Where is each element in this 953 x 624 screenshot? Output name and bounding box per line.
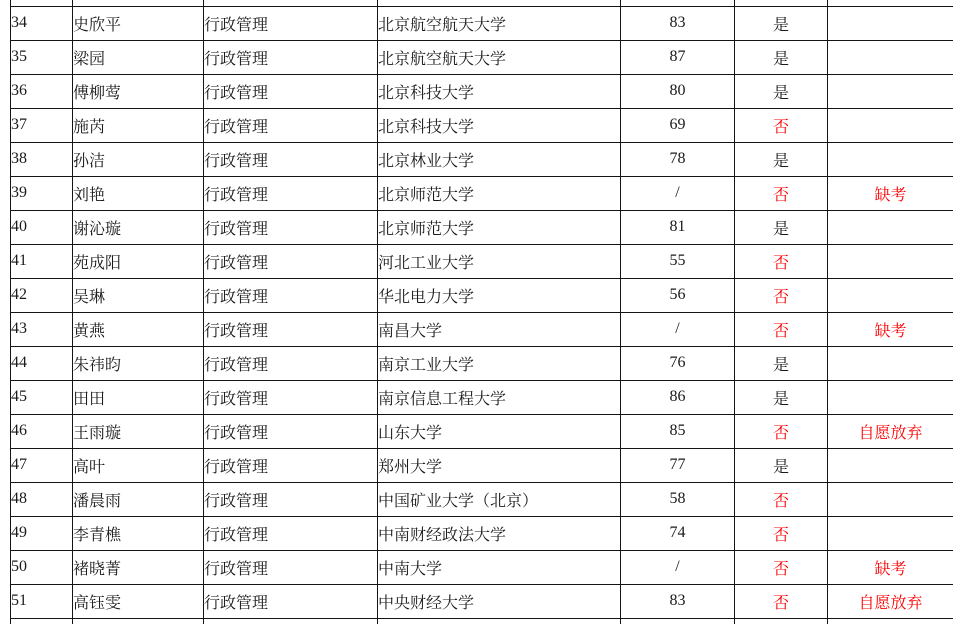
cell-name: 高钰雯 xyxy=(73,584,204,618)
cell-note xyxy=(828,210,953,244)
cell-no: 46 xyxy=(11,414,73,448)
cell-pass: 否 xyxy=(735,312,828,346)
cell-name: 史欣平 xyxy=(73,6,204,40)
table-row xyxy=(11,312,953,346)
cell-note: 自愿放弃 xyxy=(828,584,953,618)
table-row xyxy=(11,40,953,74)
cell-score: 77 xyxy=(621,448,735,482)
table-row xyxy=(11,516,953,550)
cell-university: 北京林业大学 xyxy=(378,142,621,176)
cell-no: 35 xyxy=(11,40,73,74)
cutoff-cell xyxy=(735,618,828,624)
cell-no: 39 xyxy=(11,176,73,210)
table-row xyxy=(11,6,953,40)
cell-pass: 否 xyxy=(735,108,828,142)
cell-name: 梁园 xyxy=(73,40,204,74)
cell-no: 48 xyxy=(11,482,73,516)
cell-score: 86 xyxy=(621,380,735,414)
cell-note xyxy=(828,108,953,142)
student-roster-table xyxy=(10,0,953,624)
cell-score: 55 xyxy=(621,244,735,278)
cell-name: 谢沁璇 xyxy=(73,210,204,244)
cell-name: 苑成阳 xyxy=(73,244,204,278)
cell-university: 中南财经政法大学 xyxy=(378,516,621,550)
cell-major: 行政管理 xyxy=(204,278,378,312)
table-row xyxy=(11,244,953,278)
cell-major: 行政管理 xyxy=(204,448,378,482)
cell-note: 自愿放弃 xyxy=(828,414,953,448)
cell-university: 中国矿业大学（北京） xyxy=(378,482,621,516)
cell-major: 行政管理 xyxy=(204,244,378,278)
cell-no: 40 xyxy=(11,210,73,244)
cutoff-cell xyxy=(11,618,73,624)
cell-university: 中南大学 xyxy=(378,550,621,584)
cell-no: 43 xyxy=(11,312,73,346)
cell-no: 36 xyxy=(11,74,73,108)
cell-pass: 是 xyxy=(735,380,828,414)
table-row xyxy=(11,74,953,108)
cell-no: 42 xyxy=(11,278,73,312)
cell-university: 华北电力大学 xyxy=(378,278,621,312)
cell-name: 施芮 xyxy=(73,108,204,142)
cell-pass: 是 xyxy=(735,6,828,40)
cell-name: 李青樵 xyxy=(73,516,204,550)
cell-name: 朱祎昀 xyxy=(73,346,204,380)
cell-university: 北京科技大学 xyxy=(378,108,621,142)
cell-major: 行政管理 xyxy=(204,176,378,210)
table-row xyxy=(11,380,953,414)
cell-university: 南京信息工程大学 xyxy=(378,380,621,414)
cell-university: 北京师范大学 xyxy=(378,210,621,244)
table-row xyxy=(11,346,953,380)
cutoff-cell xyxy=(73,618,204,624)
cell-major: 行政管理 xyxy=(204,312,378,346)
cell-pass: 否 xyxy=(735,584,828,618)
cell-note xyxy=(828,346,953,380)
cell-university: 北京航空航天大学 xyxy=(378,40,621,74)
cell-score: 58 xyxy=(621,482,735,516)
cell-no: 34 xyxy=(11,6,73,40)
cell-university: 北京科技大学 xyxy=(378,74,621,108)
cell-score: 81 xyxy=(621,210,735,244)
cell-university: 河北工业大学 xyxy=(378,244,621,278)
cutoff-cell xyxy=(378,618,621,624)
cell-pass: 是 xyxy=(735,448,828,482)
cell-score: / xyxy=(621,312,735,346)
cell-no: 37 xyxy=(11,108,73,142)
cell-pass: 否 xyxy=(735,482,828,516)
cell-note xyxy=(828,380,953,414)
cell-major: 行政管理 xyxy=(204,550,378,584)
cell-score: / xyxy=(621,550,735,584)
cell-score: 69 xyxy=(621,108,735,142)
cell-pass: 否 xyxy=(735,516,828,550)
cell-note xyxy=(828,6,953,40)
cell-no: 38 xyxy=(11,142,73,176)
table-row xyxy=(11,278,953,312)
cell-university: 北京航空航天大学 xyxy=(378,6,621,40)
cell-major: 行政管理 xyxy=(204,516,378,550)
cell-major: 行政管理 xyxy=(204,380,378,414)
cell-no: 47 xyxy=(11,448,73,482)
cell-note: 缺考 xyxy=(828,550,953,584)
cell-note xyxy=(828,40,953,74)
cutoff-cell xyxy=(621,618,735,624)
cell-major: 行政管理 xyxy=(204,584,378,618)
cell-name: 王雨璇 xyxy=(73,414,204,448)
cell-pass: 是 xyxy=(735,210,828,244)
cell-pass: 否 xyxy=(735,278,828,312)
table-row xyxy=(11,176,953,210)
cell-university: 山东大学 xyxy=(378,414,621,448)
cell-major: 行政管理 xyxy=(204,6,378,40)
cell-no: 51 xyxy=(11,584,73,618)
cutoff-cell xyxy=(204,618,378,624)
table-row xyxy=(11,448,953,482)
cell-no: 45 xyxy=(11,380,73,414)
cell-name: 傅柳莺 xyxy=(73,74,204,108)
cell-pass: 否 xyxy=(735,550,828,584)
cell-score: 78 xyxy=(621,142,735,176)
cell-major: 行政管理 xyxy=(204,482,378,516)
cell-note xyxy=(828,244,953,278)
cell-note xyxy=(828,482,953,516)
cell-note: 缺考 xyxy=(828,312,953,346)
cell-score: 80 xyxy=(621,74,735,108)
cell-no: 50 xyxy=(11,550,73,584)
cell-no: 41 xyxy=(11,244,73,278)
cell-name: 潘晨雨 xyxy=(73,482,204,516)
cell-university: 南昌大学 xyxy=(378,312,621,346)
cell-score: 83 xyxy=(621,6,735,40)
cell-no: 44 xyxy=(11,346,73,380)
cell-pass: 否 xyxy=(735,414,828,448)
cell-university: 郑州大学 xyxy=(378,448,621,482)
cell-major: 行政管理 xyxy=(204,210,378,244)
cell-pass: 否 xyxy=(735,244,828,278)
cell-pass: 是 xyxy=(735,40,828,74)
table-row xyxy=(11,584,953,618)
cell-name: 孙洁 xyxy=(73,142,204,176)
cell-major: 行政管理 xyxy=(204,346,378,380)
cell-pass: 是 xyxy=(735,346,828,380)
cutoff-row-bottom xyxy=(11,618,953,624)
cell-score: 83 xyxy=(621,584,735,618)
table-row xyxy=(11,414,953,448)
cell-name: 田田 xyxy=(73,380,204,414)
cell-score: 85 xyxy=(621,414,735,448)
cell-name: 高叶 xyxy=(73,448,204,482)
cell-major: 行政管理 xyxy=(204,40,378,74)
cell-name: 吴琳 xyxy=(73,278,204,312)
cell-name: 刘艳 xyxy=(73,176,204,210)
cell-note xyxy=(828,142,953,176)
cell-university: 北京师范大学 xyxy=(378,176,621,210)
cell-no: 49 xyxy=(11,516,73,550)
cell-major: 行政管理 xyxy=(204,108,378,142)
cell-pass: 是 xyxy=(735,142,828,176)
cell-score: / xyxy=(621,176,735,210)
cell-pass: 否 xyxy=(735,176,828,210)
table-row xyxy=(11,108,953,142)
table-row xyxy=(11,482,953,516)
cell-note xyxy=(828,74,953,108)
table-row xyxy=(11,550,953,584)
cell-score: 87 xyxy=(621,40,735,74)
table-row xyxy=(11,210,953,244)
cell-note xyxy=(828,448,953,482)
cell-major: 行政管理 xyxy=(204,74,378,108)
cell-name: 褚晓菁 xyxy=(73,550,204,584)
cell-score: 56 xyxy=(621,278,735,312)
cell-note xyxy=(828,278,953,312)
cell-score: 74 xyxy=(621,516,735,550)
cell-university: 南京工业大学 xyxy=(378,346,621,380)
cell-score: 76 xyxy=(621,346,735,380)
cell-pass: 是 xyxy=(735,74,828,108)
cell-university: 中央财经大学 xyxy=(378,584,621,618)
cell-name: 黄燕 xyxy=(73,312,204,346)
cell-major: 行政管理 xyxy=(204,414,378,448)
cell-major: 行政管理 xyxy=(204,142,378,176)
cell-note xyxy=(828,516,953,550)
cell-note: 缺考 xyxy=(828,176,953,210)
table-row xyxy=(11,142,953,176)
cutoff-cell xyxy=(828,618,953,624)
